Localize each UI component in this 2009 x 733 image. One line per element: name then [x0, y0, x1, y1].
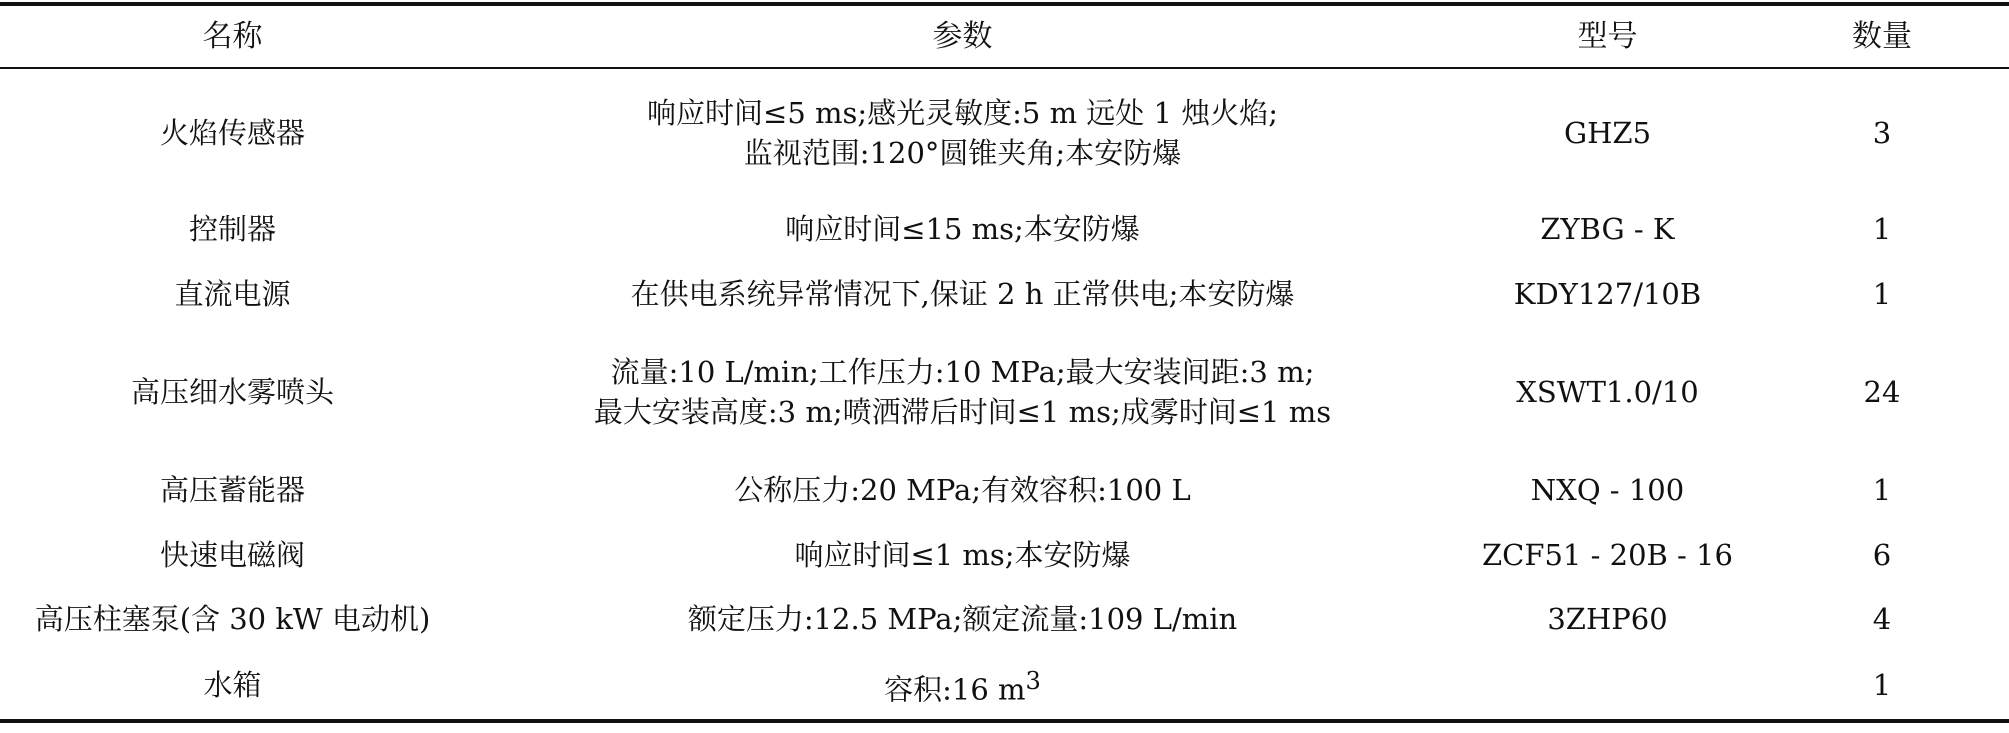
cell-model: KDY127/10B	[1513, 277, 1702, 311]
cell-name: 直流电源	[174, 277, 291, 311]
table-row	[0, 523, 2009, 587]
table-row	[0, 68, 2009, 197]
header-params: 参数	[932, 18, 993, 54]
cell-model: 3ZHP60	[1547, 602, 1668, 636]
cell-params	[465, 68, 1460, 197]
table-row	[0, 587, 2009, 651]
cell-name: 火焰传感器	[159, 116, 305, 150]
cell-quantity: 24	[1863, 375, 1901, 409]
cell-quantity: 1	[1872, 668, 1892, 702]
cell-model: ZYBG - K	[1540, 212, 1675, 246]
param-line: 流量:10 L/min;工作压力:10 MPa;最大安装间距:3 m;	[610, 355, 1315, 389]
param-text: 容积:16 m	[884, 672, 1026, 707]
table-row	[0, 261, 2009, 327]
cell-name: 控制器	[188, 212, 276, 246]
cell-model	[1460, 651, 1755, 721]
cell-quantity: 4	[1872, 602, 1892, 636]
param-line: 最大安装高度:3 m;喷洒滞后时间≤1 ms;成雾时间≤1 ms	[593, 395, 1332, 429]
cell-quantity: 1	[1872, 473, 1892, 507]
param-line: 监视范围:120°圆锥夹角;本安防爆	[743, 136, 1182, 170]
cell-model: ZCF51 - 20B - 16	[1482, 538, 1733, 572]
header-quantity: 数量	[1852, 18, 1912, 54]
cell-params	[465, 261, 1460, 327]
header-row	[0, 4, 2009, 68]
param-line: 响应时间≤15 ms;本安防爆	[785, 212, 1140, 246]
param-line: 响应时间≤1 ms;本安防爆	[794, 538, 1131, 572]
cell-model: XSWT1.0/10	[1516, 375, 1699, 409]
param-line: 响应时间≤5 ms;感光灵敏度:5 m 远处 1 烛火焰;	[647, 96, 1278, 130]
table-row	[0, 651, 2009, 721]
param-line	[469, 661, 1456, 710]
cell-name: 水箱	[203, 668, 262, 702]
cell-params	[465, 197, 1460, 261]
header-model: 型号	[1577, 18, 1638, 54]
cell-params	[465, 457, 1460, 523]
cell-name: 高压蓄能器	[159, 473, 305, 507]
table-row	[0, 457, 2009, 523]
superscript-exponent: 3	[1025, 666, 1041, 695]
table-row	[0, 327, 2009, 457]
cell-quantity: 1	[1872, 212, 1892, 246]
param-line: 额定压力:12.5 MPa;额定流量:109 L/min	[687, 602, 1238, 636]
header-name: 名称	[202, 18, 263, 54]
table-row	[0, 197, 2009, 261]
cell-model: NXQ - 100	[1530, 473, 1685, 507]
cell-quantity: 1	[1872, 277, 1892, 311]
cell-quantity: 6	[1872, 538, 1892, 572]
cell-params	[465, 587, 1460, 651]
equipment-parameter-table	[0, 2, 2009, 723]
param-line: 公称压力:20 MPa;有效容积:100 L	[734, 473, 1191, 507]
cell-model: GHZ5	[1563, 116, 1652, 150]
cell-params	[465, 523, 1460, 587]
cell-name: 快速电磁阀	[159, 538, 305, 572]
cell-quantity: 3	[1872, 116, 1892, 150]
cell-name: 高压柱塞泵(含 30 kW 电动机)	[34, 602, 431, 636]
cell-params	[465, 651, 1460, 721]
cell-params	[465, 327, 1460, 457]
cell-name: 高压细水雾喷头	[130, 375, 334, 409]
param-line: 在供电系统异常情况下,保证 2 h 正常供电;本安防爆	[630, 277, 1295, 311]
table-header	[0, 4, 2009, 68]
table-body	[0, 68, 2009, 721]
